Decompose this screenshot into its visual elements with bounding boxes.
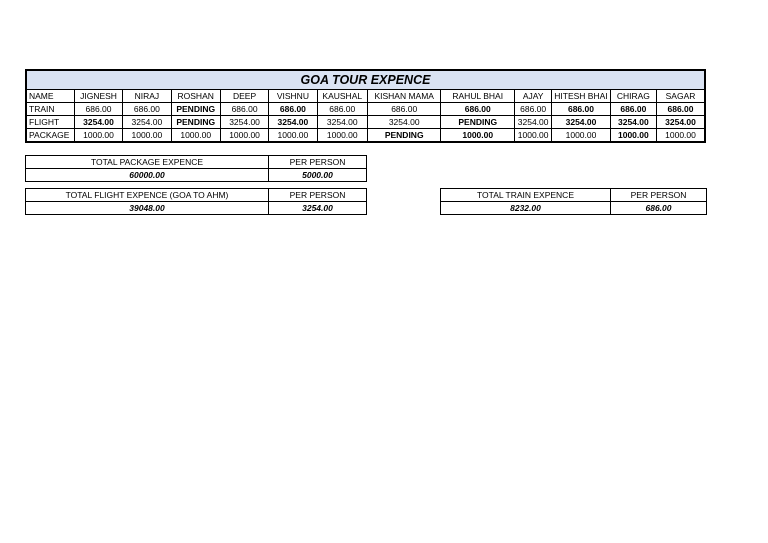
sheet-title[interactable]: GOA TOUR EXPENCE — [26, 70, 705, 90]
package-summary-table — [25, 155, 367, 182]
package-value-cell[interactable]: 1000.00 — [123, 129, 171, 143]
package-value-cell[interactable]: PENDING — [367, 129, 441, 143]
flight-total-value[interactable]: 39048.00 — [26, 202, 269, 215]
flight-value-cell[interactable]: 3254.00 — [515, 116, 552, 129]
flight-value-cell[interactable]: 3254.00 — [552, 116, 610, 129]
person-name-cell[interactable]: NIRAJ — [123, 90, 171, 103]
train-summary-header-row — [441, 189, 707, 202]
flight-summary-table — [25, 188, 367, 215]
train-row-label[interactable]: TRAIN — [26, 103, 74, 116]
flight-summary-header-row — [26, 189, 367, 202]
flight-row-label[interactable]: FLIGHT — [26, 116, 74, 129]
train-value-cell[interactable]: 686.00 — [610, 103, 656, 116]
train-total-value[interactable]: 8232.00 — [441, 202, 611, 215]
package-value-cell[interactable]: 1000.00 — [610, 129, 656, 143]
flight-per-person-value[interactable]: 3254.00 — [269, 202, 367, 215]
train-value-cell[interactable]: 686.00 — [123, 103, 171, 116]
train-summary-table — [440, 188, 707, 215]
package-row — [26, 129, 705, 143]
flight-per-person-label[interactable]: PER PERSON — [269, 189, 367, 202]
flight-summary-value-row — [26, 202, 367, 215]
train-row — [26, 103, 705, 116]
person-name-cell[interactable]: KAUSHAL — [317, 90, 367, 103]
package-total-value[interactable]: 60000.00 — [26, 169, 269, 182]
train-total-label[interactable]: TOTAL TRAIN EXPENCE — [441, 189, 611, 202]
train-value-cell[interactable]: 686.00 — [74, 103, 122, 116]
package-value-cell[interactable]: 1000.00 — [74, 129, 122, 143]
person-name-cell[interactable]: JIGNESH — [74, 90, 122, 103]
flight-value-cell[interactable]: 3254.00 — [74, 116, 122, 129]
train-value-cell[interactable]: PENDING — [171, 103, 220, 116]
person-name-cell[interactable]: KISHAN MAMA — [367, 90, 441, 103]
package-value-cell[interactable]: 1000.00 — [441, 129, 515, 143]
person-name-cell[interactable]: AJAY — [515, 90, 552, 103]
flight-value-cell[interactable]: 3254.00 — [610, 116, 656, 129]
flight-value-cell[interactable]: 3254.00 — [657, 116, 705, 129]
package-per-person-value[interactable]: 5000.00 — [269, 169, 367, 182]
person-name-cell[interactable]: SAGAR — [657, 90, 705, 103]
package-value-cell[interactable]: 1000.00 — [171, 129, 220, 143]
package-value-cell[interactable]: 1000.00 — [317, 129, 367, 143]
train-value-cell[interactable]: 686.00 — [552, 103, 610, 116]
package-value-cell[interactable]: 1000.00 — [269, 129, 317, 143]
flight-value-cell[interactable]: 3254.00 — [367, 116, 441, 129]
flight-value-cell[interactable]: 3254.00 — [220, 116, 268, 129]
train-value-cell[interactable]: 686.00 — [317, 103, 367, 116]
person-name-cell[interactable]: HITESH BHAI — [552, 90, 610, 103]
train-value-cell[interactable]: 686.00 — [367, 103, 441, 116]
flight-value-cell[interactable]: PENDING — [171, 116, 220, 129]
flight-value-cell[interactable]: 3254.00 — [269, 116, 317, 129]
train-value-cell[interactable]: 686.00 — [657, 103, 705, 116]
train-summary-value-row — [441, 202, 707, 215]
package-per-person-label[interactable]: PER PERSON — [269, 156, 367, 169]
flight-value-cell[interactable]: PENDING — [441, 116, 515, 129]
package-total-label[interactable]: TOTAL PACKAGE EXPENCE — [26, 156, 269, 169]
train-per-person-value[interactable]: 686.00 — [611, 202, 707, 215]
flight-value-cell[interactable]: 3254.00 — [123, 116, 171, 129]
train-value-cell[interactable]: 686.00 — [515, 103, 552, 116]
person-name-cell[interactable]: RAHUL BHAI — [441, 90, 515, 103]
package-value-cell[interactable]: 1000.00 — [657, 129, 705, 143]
train-per-person-label[interactable]: PER PERSON — [611, 189, 707, 202]
package-row-label[interactable]: PACKAGE — [26, 129, 74, 143]
expense-table — [25, 69, 706, 143]
flight-value-cell[interactable]: 3254.00 — [317, 116, 367, 129]
person-name-cell[interactable]: DEEP — [220, 90, 268, 103]
train-value-cell[interactable]: 686.00 — [441, 103, 515, 116]
package-value-cell[interactable]: 1000.00 — [220, 129, 268, 143]
person-name-cell[interactable]: VISHNU — [269, 90, 317, 103]
package-summary-value-row — [26, 169, 367, 182]
person-name-cell[interactable]: ROSHAN — [171, 90, 220, 103]
flight-total-label[interactable]: TOTAL FLIGHT EXPENCE (GOA TO AHM) — [26, 189, 269, 202]
package-summary-header-row — [26, 156, 367, 169]
name-header-row — [26, 90, 705, 103]
person-name-cell[interactable]: CHIRAG — [610, 90, 656, 103]
title-row — [26, 70, 705, 90]
package-value-cell[interactable]: 1000.00 — [552, 129, 610, 143]
flight-row — [26, 116, 705, 129]
row-header-label[interactable]: NAME — [26, 90, 74, 103]
package-value-cell[interactable]: 1000.00 — [515, 129, 552, 143]
train-value-cell[interactable]: 686.00 — [269, 103, 317, 116]
train-value-cell[interactable]: 686.00 — [220, 103, 268, 116]
